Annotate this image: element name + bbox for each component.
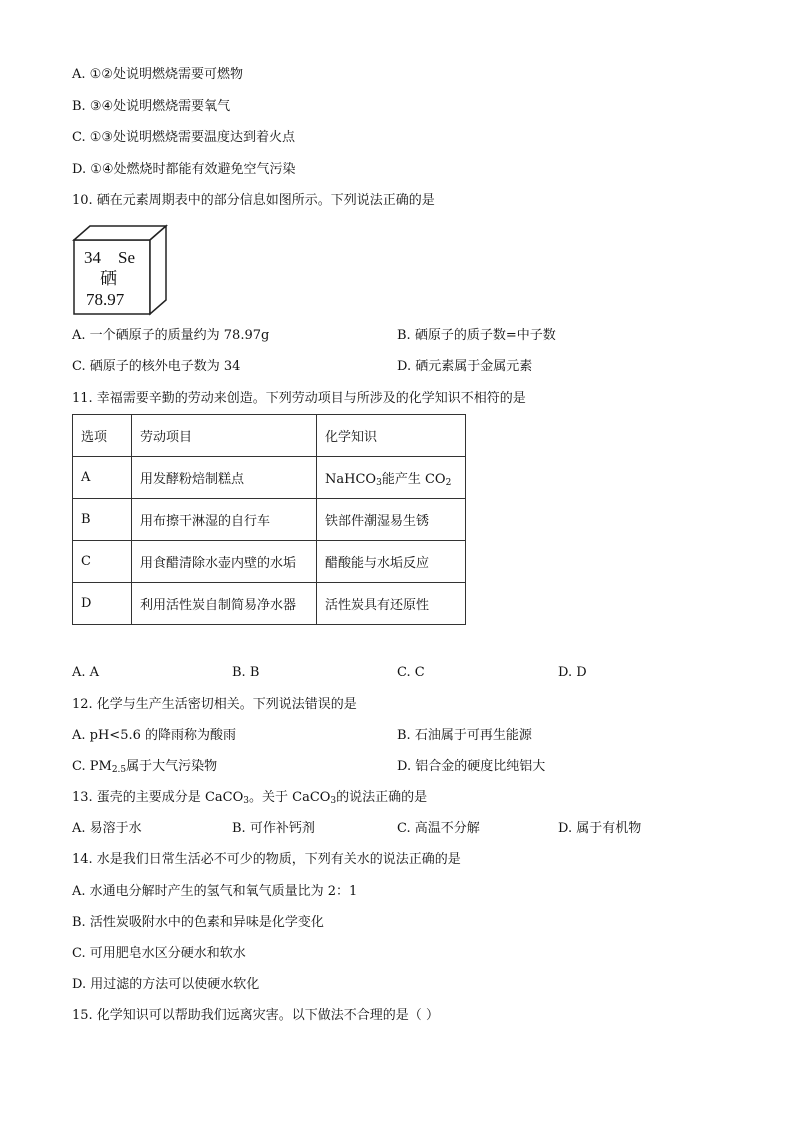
- row-option: D: [73, 583, 132, 625]
- table-row: [73, 583, 466, 625]
- q15-stem: 15. 化学知识可以帮助我们远离灾害。以下做法不合理的是（ ）: [72, 1008, 439, 1023]
- element-symbol: Se: [118, 248, 135, 267]
- q10-option-b: B. 硒原子的质子数=中子数: [397, 328, 556, 343]
- q12-option-d: D. 铝合金的硬度比纯铝大: [397, 759, 546, 774]
- q12-option-a: A. pH<5.6 的降雨称为酸雨: [72, 728, 237, 743]
- q11-stem: 11. 幸福需要辛勤的劳动来创造。下列劳动项目与所涉及的化学知识不相符的是: [72, 391, 526, 406]
- selenium-element-cell: [72, 224, 168, 316]
- row-task: 用食醋清除水壶内壁的水垢: [132, 541, 317, 583]
- header-option: 选项: [73, 415, 132, 457]
- q11-option-a: A. A: [72, 665, 100, 680]
- header-task: 劳动项目: [132, 415, 317, 457]
- q14-option-a: A. 水通电分解时产生的氢气和氧气质量比为 2：1: [72, 884, 358, 899]
- atomic-number: 34: [84, 248, 101, 267]
- row-knowledge: NaHCO$_3$能产生 $CO_2$: [317, 457, 466, 499]
- row-knowledge: 活性炭具有还原性: [317, 583, 466, 625]
- q10-option-c: C. 硒原子的核外电子数为 34: [72, 359, 241, 374]
- q14-stem: 14. 水是我们日常生活必不可少的物质，下列有关水的说法正确的是: [72, 852, 461, 867]
- table-row: [73, 457, 466, 499]
- row-option: C: [73, 541, 132, 583]
- atomic-mass: 78.97: [86, 290, 125, 309]
- table-header-row: [73, 415, 466, 457]
- row-knowledge: 铁部件潮湿易生锈: [317, 499, 466, 541]
- q13-option-c: C. 高温不分解: [397, 821, 480, 836]
- row-option: B: [73, 499, 132, 541]
- q11-option-b: B. B: [232, 665, 260, 680]
- q12-stem: 12. 化学与生产生活密切相关。下列说法错误的是: [72, 697, 357, 712]
- q13-option-b: B. 可作补钙剂: [232, 821, 315, 836]
- row-task: 利用活性炭自制简易净水器: [132, 583, 317, 625]
- q10-option-a: A. 一个硒原子的质量约为 78.97g: [72, 328, 270, 343]
- q14-option-c: C. 可用肥皂水区分硬水和软水: [72, 946, 246, 961]
- row-task: 用发酵粉焙制糕点: [132, 457, 317, 499]
- q14-option-b: B. 活性炭吸附水中的色素和异味是化学变化: [72, 915, 324, 930]
- q10-stem: 10. 硒在元素周期表中的部分信息如图所示。下列说法正确的是: [72, 193, 435, 208]
- q9-option-a: A. ①②处说明燃烧需要可燃物: [72, 67, 243, 82]
- q12-option-b: B. 石油属于可再生能源: [397, 728, 532, 743]
- q11-option-c: C. C: [397, 665, 425, 680]
- row-option: A: [73, 457, 132, 499]
- row-task: 用布擦干淋湿的自行车: [132, 499, 317, 541]
- q9-option-b: B. ③④处说明燃烧需要氧气: [72, 99, 231, 114]
- element-name: 硒: [100, 269, 117, 288]
- q10-option-d: D. 硒元素属于金属元素: [397, 359, 533, 374]
- header-knowledge: 化学知识: [317, 415, 466, 457]
- table-row: [73, 541, 466, 583]
- q13-option-d: D. 属于有机物: [558, 821, 642, 836]
- q12-option-c: C. $PM_{2.5}$属于大气污染物: [72, 759, 218, 775]
- q9-option-c: C. ①③处说明燃烧需要温度达到着火点: [72, 130, 296, 145]
- row-knowledge: 醋酸能与水垢反应: [317, 541, 466, 583]
- q13-option-a: A. 易溶于水: [72, 821, 142, 836]
- q11-option-d: D. D: [558, 665, 587, 680]
- q9-option-d: D. ①④处燃烧时都能有效避免空气污染: [72, 162, 296, 177]
- q14-option-d: D. 用过滤的方法可以使硬水软化: [72, 977, 260, 992]
- table-row: [73, 499, 466, 541]
- q11-table: [72, 414, 466, 625]
- q13-stem: 13. 蛋壳的主要成分是 CaCO$_3$。关于 CaCO$_3$的说法正确的是: [72, 790, 428, 806]
